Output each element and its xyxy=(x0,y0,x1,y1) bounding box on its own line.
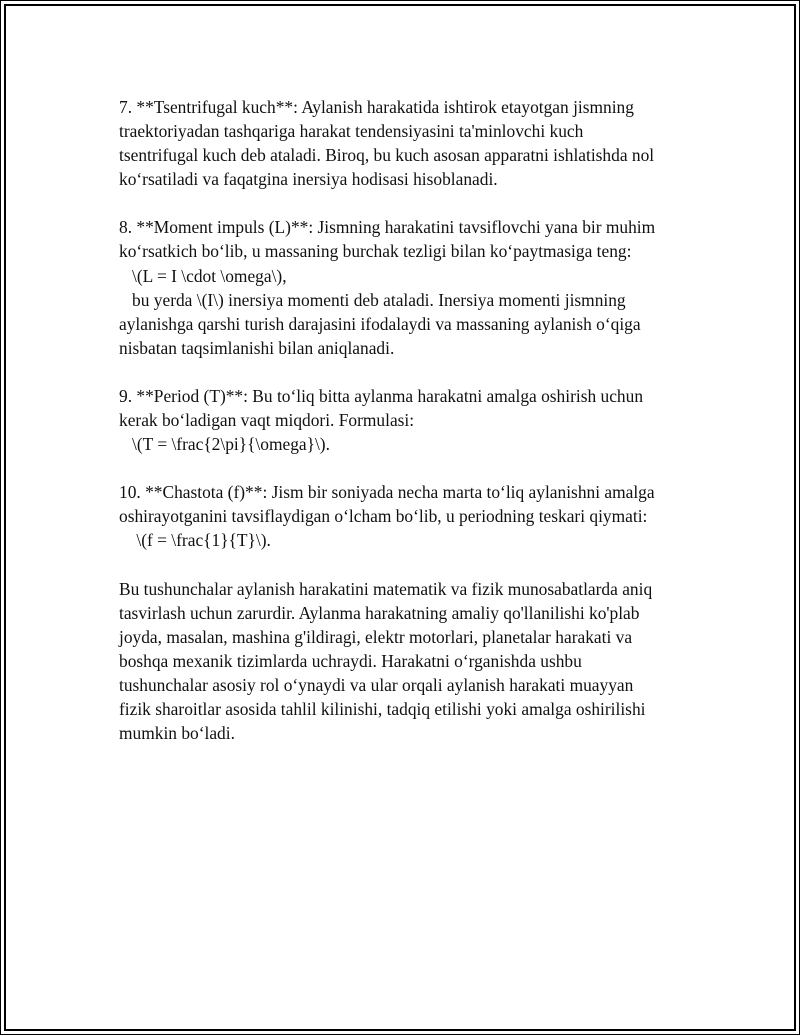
paragraph-frequency xyxy=(119,480,699,552)
text-line: ko‘rsatkich bo‘lib, u massaning burchak tezligi bilan ko‘paytmasiga teng: xyxy=(119,241,632,262)
text-line: aylanishga qarshi turish darajasini ifodalaydi va massaning aylanish o‘qiga xyxy=(119,313,641,334)
text-line: 9. **Period (T)**: Bu to‘liq bitta aylanma harakatni amalga oshirish uchun xyxy=(119,385,644,406)
paragraph-centrifugal-force xyxy=(119,95,699,191)
text-line: tsentrifugal kuch deb ataladi. Biroq, bu kuch asosan apparatni ishlatishda nol xyxy=(119,145,655,166)
text-line: 10. **Chastota (f)**: Jism bir soniyada necha marta to‘liq aylanishni amalga xyxy=(119,482,655,503)
text-line: oshirayotganini tavsiflaydigan o‘lcham bo‘lib, u periodning teskari qiymati: xyxy=(119,506,648,527)
text-line: tushunchalar asosiy rol o‘ynaydi va ular orqali aylanish harakati muayyan xyxy=(119,674,634,695)
formula-line: \(T = \frac{2\pi}{\omega}\). xyxy=(119,434,330,455)
formula-line: \(L = I \cdot \omega\), xyxy=(119,265,287,286)
formula-line: \(f = \frac{1}{T}\). xyxy=(119,530,271,551)
text-line: Bu tushunchalar aylanish harakatini matematik va fizik munosabatlarda aniq xyxy=(119,578,653,599)
text-line: kerak bo‘ladigan vaqt miqdori. Formulasi: xyxy=(119,410,415,431)
document-body xyxy=(119,95,699,769)
text-line: traektoriyadan tashqariga harakat tendensiyasini ta'minlovchi kuch xyxy=(119,121,584,142)
paragraph-summary xyxy=(119,577,699,746)
text-line: tasvirlash uchun zarurdir. Aylanma harakatning amaliy qo'llanilishi ko'plab xyxy=(119,602,640,623)
text-line: 7. **Tsentrifugal kuch**: Aylanish harakatida ishtirok etayotgan jismning xyxy=(119,97,634,117)
text-line: 8. **Moment impuls (L)**: Jismning harakatini tavsiflovchi yana bir muhim xyxy=(119,217,656,238)
paragraph-angular-momentum xyxy=(119,215,699,360)
paragraph-period xyxy=(119,384,699,456)
text-line: ko‘rsatiladi va faqatgina inersiya hodisasi hisoblanadi. xyxy=(119,169,498,190)
text-line: bu yerda \(I\) inersiya momenti deb ataladi. Inersiya momenti jismning xyxy=(119,289,626,310)
text-line: mumkin bo‘ladi. xyxy=(119,723,235,744)
text-line: nisbatan taqsimlanishi bilan aniqlanadi. xyxy=(119,337,395,358)
text-line: joyda, masalan, mashina g'ildiragi, elektr motorlari, planetalar harakati va xyxy=(119,626,633,647)
text-line: fizik sharoitlar asosida tahlil kilinishi, tadqiq etilishi yoki amalga oshirilishi xyxy=(119,698,646,719)
text-line: boshqa mexanik tizimlarda uchraydi. Harakatni o‘rganishda ushbu xyxy=(119,650,582,671)
